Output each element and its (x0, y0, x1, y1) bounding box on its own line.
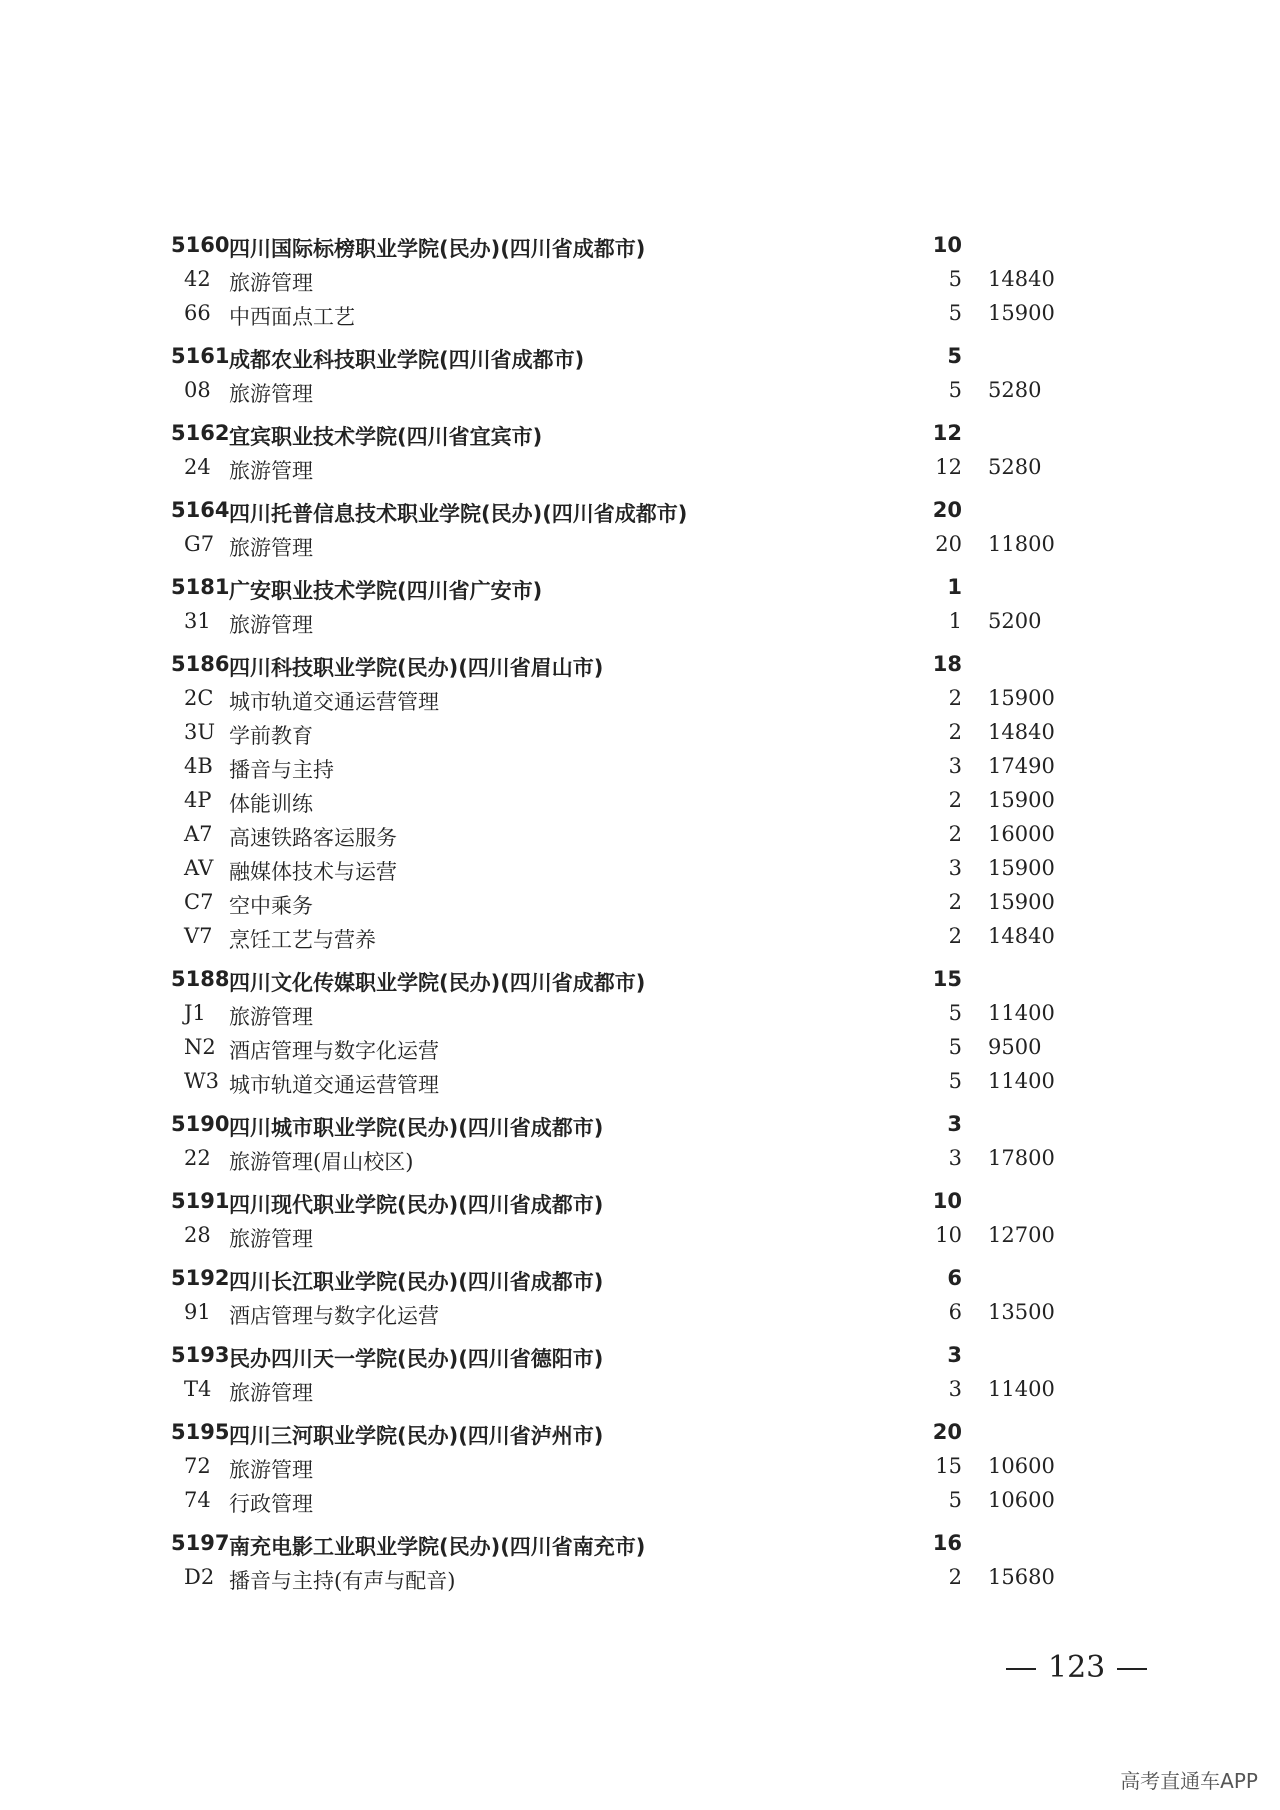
major-row (0, 450, 1280, 484)
major-code: 31 (184, 609, 211, 633)
institution-row (0, 570, 1280, 604)
major-tuition: 14840 (988, 267, 1055, 291)
institution-row (0, 1415, 1280, 1449)
major-code: 24 (184, 455, 211, 479)
major-name: 融媒体技术与运营 (229, 860, 397, 884)
major-tuition: 11800 (988, 532, 1055, 556)
page-dash-right (1117, 1668, 1147, 1670)
institution-name: 广安职业技术学院(四川省广安市) (229, 579, 543, 603)
major-row (0, 373, 1280, 407)
major-code: AV (184, 856, 214, 880)
major-row (0, 1449, 1280, 1483)
institution-code: 5191 (171, 1189, 230, 1213)
major-row (0, 885, 1280, 919)
major-code: A7 (184, 822, 213, 846)
major-plan-count: 5 (948, 301, 962, 325)
major-code: V7 (184, 924, 213, 948)
major-code: 3U (184, 720, 216, 744)
major-name: 旅游管理 (229, 1227, 313, 1251)
major-tuition: 12700 (988, 1223, 1055, 1247)
institution-name: 成都农业科技职业学院(四川省成都市) (229, 348, 585, 372)
major-name: 旅游管理 (229, 1005, 313, 1029)
admission-plan-list (0, 228, 1280, 1594)
major-name: 播音与主持 (229, 758, 334, 782)
major-plan-count: 3 (948, 1377, 962, 1401)
institution-name: 四川文化传媒职业学院(民办)(四川省成都市) (229, 971, 646, 995)
major-plan-count: 3 (948, 754, 962, 778)
institution-name: 民办四川天一学院(民办)(四川省德阳市) (229, 1347, 604, 1371)
institution-row (0, 962, 1280, 996)
major-name: 旅游管理 (229, 271, 313, 295)
institution-code: 5190 (171, 1112, 230, 1136)
major-name: 高速铁路客运服务 (229, 826, 397, 850)
major-tuition: 15900 (988, 856, 1055, 880)
major-plan-count: 5 (948, 1001, 962, 1025)
major-plan-count: 6 (948, 1300, 962, 1324)
major-tuition: 17490 (988, 754, 1055, 778)
major-name: 旅游管理 (229, 459, 313, 483)
major-plan-count: 2 (948, 720, 962, 744)
major-plan-count: 20 (935, 532, 962, 556)
major-row (0, 681, 1280, 715)
major-row (0, 527, 1280, 561)
institution-plan-count: 10 (932, 1189, 962, 1213)
major-plan-count: 2 (948, 890, 962, 914)
institution-plan-count: 1 (947, 575, 962, 599)
institution-row (0, 1184, 1280, 1218)
major-tuition: 17800 (988, 1146, 1055, 1170)
institution-plan-count: 10 (932, 233, 962, 257)
major-code: J1 (184, 1001, 206, 1025)
institution-row (0, 1338, 1280, 1372)
institution-row (0, 647, 1280, 681)
major-tuition: 15900 (988, 301, 1055, 325)
major-plan-count: 1 (948, 609, 962, 633)
major-tuition: 13500 (988, 1300, 1055, 1324)
institution-plan-count: 20 (932, 1420, 962, 1444)
major-row (0, 1483, 1280, 1517)
major-plan-count: 3 (948, 1146, 962, 1170)
major-name: 酒店管理与数字化运营 (229, 1304, 439, 1328)
institution-code: 5164 (171, 498, 230, 522)
major-tuition: 10600 (988, 1488, 1055, 1512)
major-plan-count: 5 (948, 378, 962, 402)
major-tuition: 11400 (988, 1377, 1055, 1401)
watermark: 高考直通车APP (1120, 1769, 1258, 1793)
institution-code: 5193 (171, 1343, 230, 1367)
major-row (0, 1560, 1280, 1594)
major-tuition: 15900 (988, 686, 1055, 710)
major-plan-count: 10 (935, 1223, 962, 1247)
major-code: 91 (184, 1300, 211, 1324)
major-plan-count: 5 (948, 267, 962, 291)
major-name: 酒店管理与数字化运营 (229, 1039, 439, 1063)
institution-name: 四川托普信息技术职业学院(民办)(四川省成都市) (229, 502, 688, 526)
institution-code: 5160 (171, 233, 230, 257)
major-row (0, 296, 1280, 330)
major-tuition: 14840 (988, 924, 1055, 948)
major-name: 中西面点工艺 (229, 305, 355, 329)
major-tuition: 5280 (988, 378, 1042, 402)
major-name: 空中乘务 (229, 894, 313, 918)
institution-code: 5192 (171, 1266, 230, 1290)
major-row (0, 851, 1280, 885)
major-tuition: 11400 (988, 1001, 1055, 1025)
institution-name: 四川科技职业学院(民办)(四川省眉山市) (229, 656, 604, 680)
major-tuition: 15900 (988, 890, 1055, 914)
major-plan-count: 2 (948, 822, 962, 846)
major-name: 旅游管理 (229, 1458, 313, 1482)
major-tuition: 11400 (988, 1069, 1055, 1093)
major-name: 旅游管理 (229, 536, 313, 560)
institution-name: 四川现代职业学院(民办)(四川省成都市) (229, 1193, 604, 1217)
major-code: 74 (184, 1488, 211, 1512)
major-code: G7 (184, 532, 215, 556)
major-plan-count: 5 (948, 1069, 962, 1093)
major-code: D2 (184, 1565, 215, 1589)
institution-row (0, 493, 1280, 527)
major-plan-count: 5 (948, 1035, 962, 1059)
institution-plan-count: 18 (932, 652, 962, 676)
major-name: 城市轨道交通运营管理 (229, 690, 439, 714)
major-code: 22 (184, 1146, 211, 1170)
institution-code: 5162 (171, 421, 230, 445)
page-number-text: 123 (1048, 1650, 1106, 1685)
institution-name: 四川城市职业学院(民办)(四川省成都市) (229, 1116, 604, 1140)
major-row (0, 749, 1280, 783)
major-code: 42 (184, 267, 211, 291)
institution-code: 5188 (171, 967, 230, 991)
major-code: T4 (184, 1377, 212, 1401)
major-tuition: 15680 (988, 1565, 1055, 1589)
major-code: 08 (184, 378, 211, 402)
major-code: 66 (184, 301, 211, 325)
major-code: N2 (184, 1035, 216, 1059)
institution-plan-count: 6 (947, 1266, 962, 1290)
major-tuition: 5200 (988, 609, 1042, 633)
major-name: 旅游管理 (229, 613, 313, 637)
major-row (0, 996, 1280, 1030)
page-dash-left (1006, 1668, 1036, 1670)
institution-name: 四川三河职业学院(民办)(四川省泸州市) (229, 1424, 604, 1448)
institution-plan-count: 16 (932, 1531, 962, 1555)
institution-code: 5181 (171, 575, 230, 599)
institution-row (0, 339, 1280, 373)
major-tuition: 16000 (988, 822, 1055, 846)
major-row (0, 262, 1280, 296)
major-plan-count: 3 (948, 856, 962, 880)
major-row (0, 604, 1280, 638)
major-plan-count: 2 (948, 686, 962, 710)
institution-name: 四川国际标榜职业学院(民办)(四川省成都市) (229, 237, 646, 261)
major-plan-count: 5 (948, 1488, 962, 1512)
institution-plan-count: 15 (932, 967, 962, 991)
major-tuition: 10600 (988, 1454, 1055, 1478)
major-row (0, 1218, 1280, 1252)
major-code: 4B (184, 754, 213, 778)
institution-row (0, 1107, 1280, 1141)
major-code: 4P (184, 788, 212, 812)
institution-name: 南充电影工业职业学院(民办)(四川省南充市) (229, 1535, 646, 1559)
major-code: 28 (184, 1223, 211, 1247)
major-name: 旅游管理 (229, 1381, 313, 1405)
major-code: 2C (184, 686, 214, 710)
page-number (994, 1650, 1159, 1685)
institution-code: 5195 (171, 1420, 230, 1444)
institution-plan-count: 5 (947, 344, 962, 368)
institution-plan-count: 20 (932, 498, 962, 522)
major-plan-count: 12 (935, 455, 962, 479)
major-row (0, 1064, 1280, 1098)
institution-code: 5197 (171, 1531, 230, 1555)
institution-plan-count: 3 (947, 1112, 962, 1136)
institution-plan-count: 3 (947, 1343, 962, 1367)
major-tuition: 15900 (988, 788, 1055, 812)
major-code: 72 (184, 1454, 211, 1478)
institution-row (0, 416, 1280, 450)
major-row (0, 919, 1280, 953)
major-row (0, 1295, 1280, 1329)
major-name: 行政管理 (229, 1492, 313, 1516)
major-plan-count: 2 (948, 1565, 962, 1589)
major-row (0, 1030, 1280, 1064)
major-code: C7 (184, 890, 214, 914)
major-tuition: 9500 (988, 1035, 1042, 1059)
institution-row (0, 228, 1280, 262)
major-plan-count: 2 (948, 788, 962, 812)
major-name: 烹饪工艺与营养 (229, 928, 376, 952)
institution-code: 5161 (171, 344, 230, 368)
major-row (0, 1372, 1280, 1406)
major-name: 播音与主持(有声与配音) (229, 1569, 456, 1593)
major-code: W3 (184, 1069, 219, 1093)
major-tuition: 14840 (988, 720, 1055, 744)
major-name: 学前教育 (229, 724, 313, 748)
major-row (0, 715, 1280, 749)
major-plan-count: 15 (935, 1454, 962, 1478)
major-name: 体能训练 (229, 792, 313, 816)
institution-name: 宜宾职业技术学院(四川省宜宾市) (229, 425, 543, 449)
institution-plan-count: 12 (932, 421, 962, 445)
institution-row (0, 1261, 1280, 1295)
major-row (0, 817, 1280, 851)
major-name: 城市轨道交通运营管理 (229, 1073, 439, 1097)
institution-code: 5186 (171, 652, 230, 676)
major-name: 旅游管理(眉山校区) (229, 1150, 414, 1174)
major-name: 旅游管理 (229, 382, 313, 406)
institution-name: 四川长江职业学院(民办)(四川省成都市) (229, 1270, 604, 1294)
institution-row (0, 1526, 1280, 1560)
major-row (0, 783, 1280, 817)
major-plan-count: 2 (948, 924, 962, 948)
major-tuition: 5280 (988, 455, 1042, 479)
major-row (0, 1141, 1280, 1175)
